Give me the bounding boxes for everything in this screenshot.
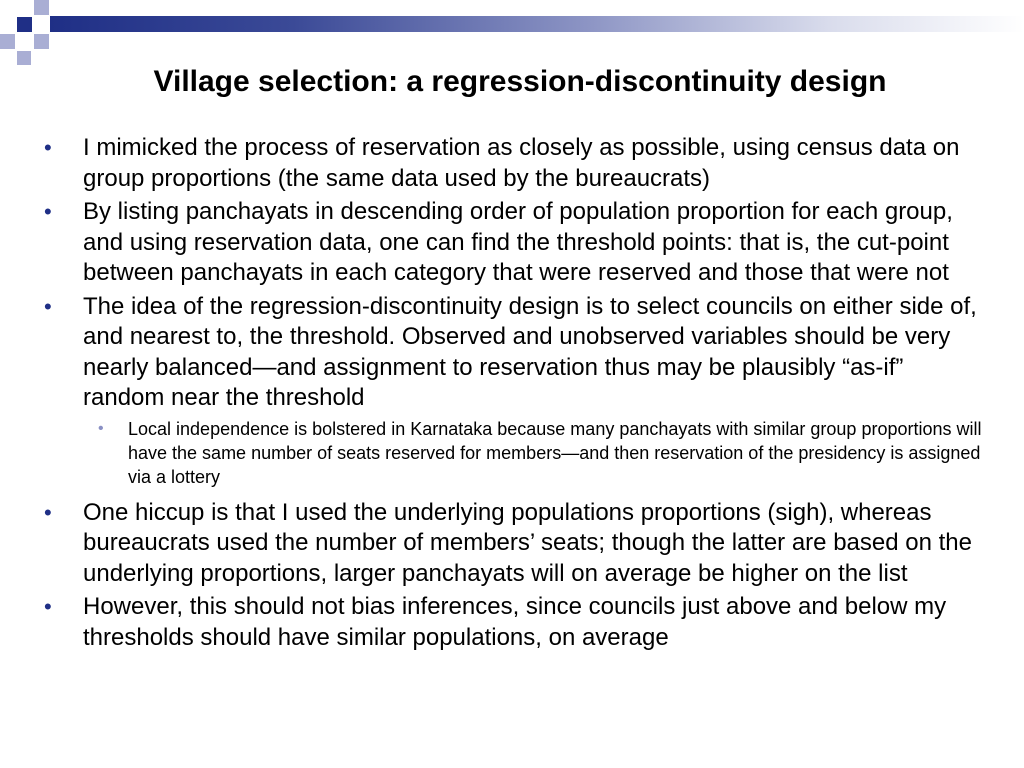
bullet-item xyxy=(0,292,1024,414)
bullet-text: By listing panchayats in descending order of population proportion for each group, and using reservation data, one can find the threshold points: that is, the cut-point between panchayats in each category that were reserved and those that were not xyxy=(83,198,953,286)
deco-square-light-1 xyxy=(34,0,49,15)
bullet-item xyxy=(0,498,1024,590)
bullet-icon: • xyxy=(44,594,52,619)
bullet-text: One hiccup is that I used the underlying populations proportions (sigh), whereas bureaucrats used the number of members’ seats; though the latter are based on the underlying proportions, larger panchayats will on average be higher on the list xyxy=(83,498,972,587)
deco-square-light-2 xyxy=(0,34,15,49)
bullet-item xyxy=(0,133,1024,194)
bullet-text: However, this should not bias inferences, since councils just above and below my thresholds should have similar populations, on average xyxy=(83,593,947,651)
deco-square-dark-1 xyxy=(17,17,32,32)
bullet-icon: • xyxy=(44,135,52,160)
slide-body xyxy=(0,133,1024,656)
header-gradient-bar xyxy=(50,16,1024,32)
bullet-icon: • xyxy=(44,499,52,525)
bullet-item xyxy=(0,197,1024,289)
bullet-text: I mimicked the process of reservation as closely as possible, using census data on group proportions (the same data used by the bureaucrats) xyxy=(83,134,960,192)
bullet-item xyxy=(0,592,1024,653)
decorative-squares xyxy=(0,0,80,66)
bullet-text: The idea of the regression-discontinuity design is to select councils on either side of, and nearest to, the threshold. Observed and unobserved variables should be very nearly balanced—and assignment to reservation thus may be plausibly “as-if” random near the threshold xyxy=(83,292,977,411)
sub-bullet-text: Local independence is bolstered in Karnataka because many panchayats with similar group proportions will have the same number of seats reserved for members—and then reservation of the presidency is assigned via a lottery xyxy=(128,418,982,487)
deco-square-light-3 xyxy=(34,34,49,49)
bullet-icon: • xyxy=(44,293,52,319)
sub-bullet-item xyxy=(0,417,1024,489)
slide-title: Village selection: a regression-discontinuity design xyxy=(153,65,887,98)
bullet-icon: • xyxy=(44,199,52,224)
sub-bullet-icon: • xyxy=(98,419,104,437)
